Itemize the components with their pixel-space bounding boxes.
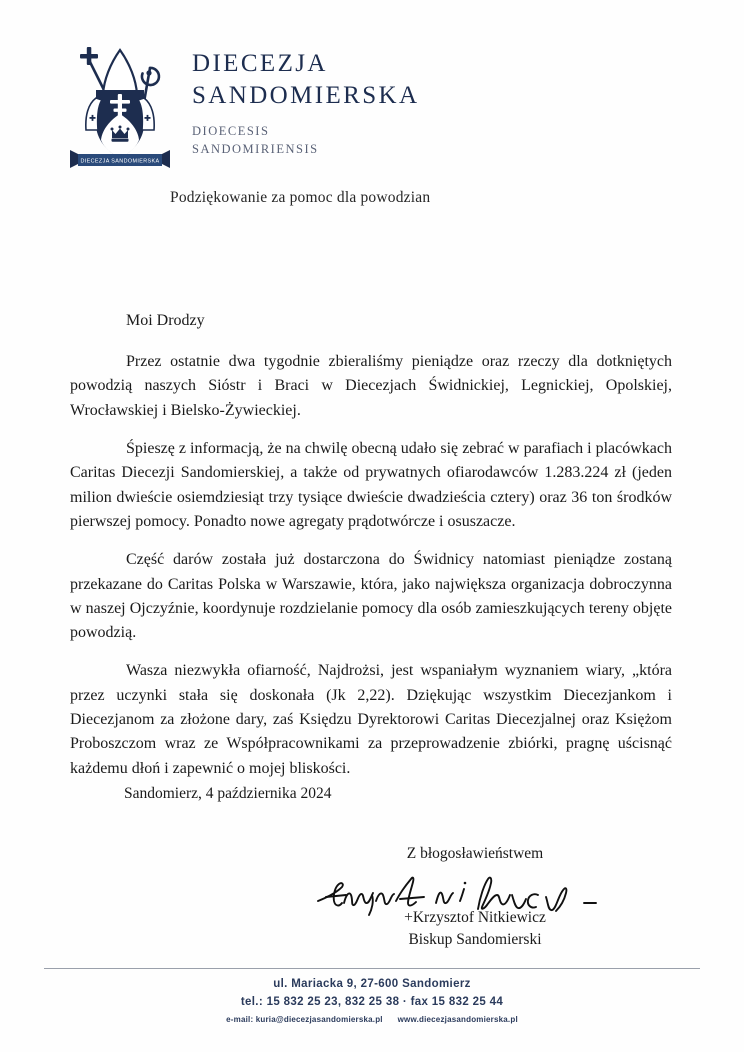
letter-paragraph: Przez ostatnie dwa tygodnie zbieraliśmy pieniądze oraz rzeczy dla dotkniętych powodzią naszych Sióstr i Braci w Diecezjach Świdnickiej, Legnickiej, Opolskiej, Wrocławskiej i Bielsko-Żywieckiej. (70, 353, 672, 419)
diocese-subtitle-line-2: SANDOMIRIENSIS (192, 141, 319, 156)
letter-paragraph: Śpieszę z informacją, że na chwilę obecną udało się zebrać w parafiach i placówkach Caritas Diecezji Sandomierskiej, a także od prywatnych ofiarodawców 1.283.224 zł (jeden milion dwieście osiemdziesiąt trzy tysiące dwieście dwadzieścia cztery) oraz 36 ton środków pierwszej pomocy. Ponadto nowe agregaty prądotwórcze i osuszacze. (70, 439, 672, 530)
signature-area (330, 869, 620, 948)
letter-paragraph: Wasza niezwykła ofiarność, Najdrożsi, jest wspaniałym wyznaniem wiary, „która przez uczynki stała się doskonała (Jk 2,22). Dziękując wszystkim Diecezjankom i Diecezjanom za złożone dary, zaś Księdzu Dyrektorowi Caritas Diecezjalnej oraz Księżom Proboszczom wraz ze Współpracownikami za przeprowadzenie zbiórki, pragnę uścisnąć każdemu dłoń i zapewnić o mojej bliskości. (70, 662, 672, 777)
diocese-latin-subtitle (192, 123, 419, 159)
footer-address: ul. Mariacka 9, 27-600 Sandomierz (273, 978, 471, 990)
letter-dateline: Sandomierz, 4 października 2024 (124, 785, 332, 802)
letter-subject: Podziękowanie za pomoc dla powodzian (170, 189, 431, 206)
diocese-subtitle-line-1: DIOECESIS (192, 124, 270, 138)
footer-website[interactable]: www.diecezjasandomierska.pl (397, 1014, 518, 1024)
footer-contact (0, 1012, 744, 1027)
diocese-title-line-1: DIECEZJA (192, 50, 328, 77)
footer (0, 976, 744, 1027)
crest-banner-text: DIECEZJA SANDOMIERSKA (80, 158, 160, 165)
letter-salutation: Moi Drodzy (126, 312, 205, 329)
diocese-title-line-2: SANDOMIERSKA (192, 82, 420, 109)
signature-name: +Krzysztof Nitkiewicz (404, 909, 546, 926)
footer-phone: tel.: 15 832 25 23, 832 25 38 · fax 15 832 25 44 (240, 995, 504, 1008)
diocese-coat-of-arms-icon (66, 42, 174, 170)
letter-body (70, 312, 672, 781)
footer-divider (44, 968, 700, 969)
signature-title: Biskup Sandomierski (408, 931, 542, 948)
letterhead (66, 42, 419, 170)
footer-email[interactable]: e-mail: kuria@diecezjasandomierska.pl (226, 1014, 383, 1024)
masthead (192, 42, 419, 159)
letter-paragraph: Część darów została już dostarczona do Świdnicy natomiast pieniądze zostaną przekazane do Caritas Polska w Warszawie, która, jako największa organizacja dobroczynna w naszej Ojczyźnie, koordynuje rozdzielanie pomocy dla osób zamieszkujących tereny objęte powodzią. (70, 551, 672, 642)
signature-block (330, 845, 620, 948)
signature-closing: Z błogosławieństwem (406, 845, 544, 862)
